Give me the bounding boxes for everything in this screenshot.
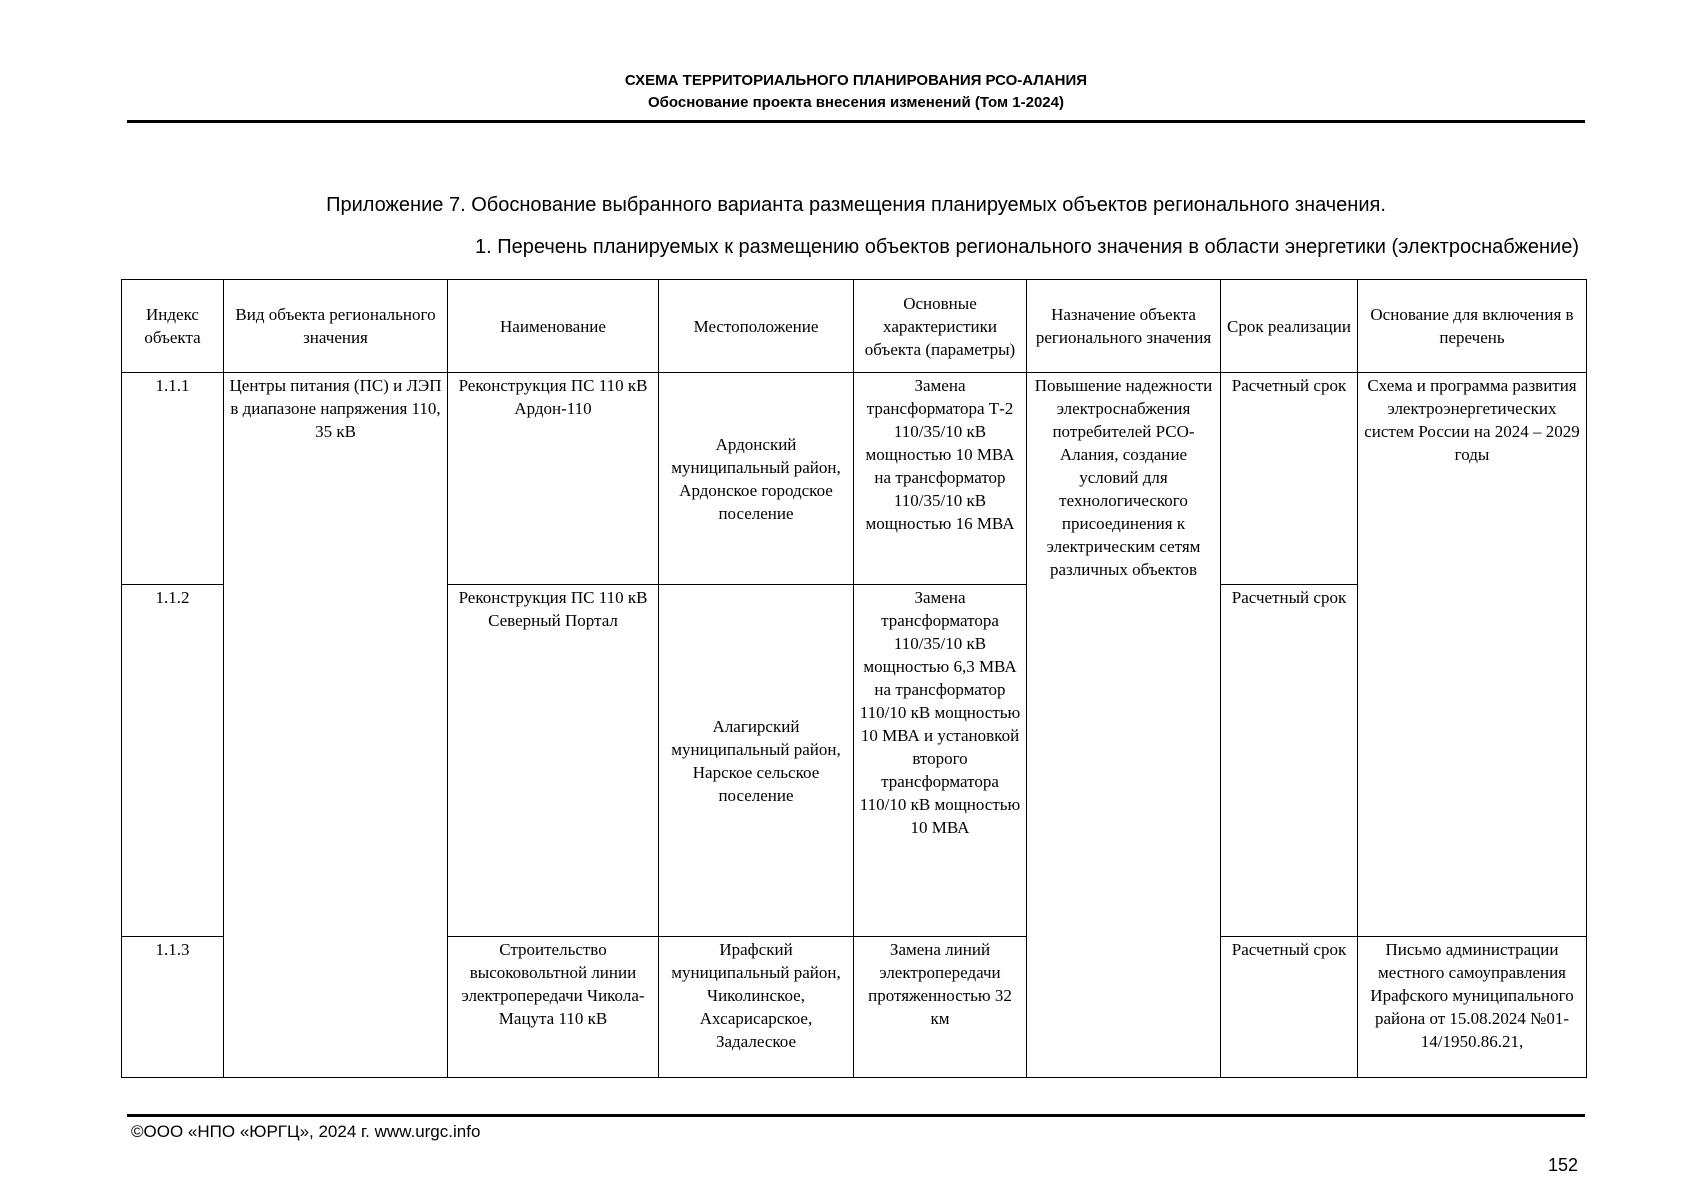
cell-term: Расчетный срок xyxy=(1221,373,1358,585)
cell-basis: Схема и программа развития электроэнергетических систем России на 2024 – 2029 годы xyxy=(1358,373,1587,937)
col-header-type: Вид объекта регионального значения xyxy=(224,280,448,373)
cell-location: Ардонский муниципальный район, Ардонское городское поселение xyxy=(659,373,854,585)
col-header-characteristics: Основные характеристики объекта (параметры) xyxy=(854,280,1027,373)
col-header-name: Наименование xyxy=(448,280,659,373)
col-header-location: Местоположение xyxy=(659,280,854,373)
cell-index: 1.1.3 xyxy=(122,937,224,1078)
cell-index: 1.1.2 xyxy=(122,585,224,937)
cell-name: Строительство высоковольтной линии электропередачи Чикола-Мацута 110 кВ xyxy=(448,937,659,1078)
header-subtitle: Обоснование проекта внесения изменений (Том 1-2024) xyxy=(648,94,1064,111)
footer-copyright: ©ООО «НПО «ЮРГЦ», 2024 г. www.urgc.info xyxy=(131,1122,481,1141)
col-header-basis: Основание для включения в перечень xyxy=(1358,280,1587,373)
cell-characteristics: Замена трансформатора 110/35/10 кВ мощностью 6,3 МВА на трансформатор 110/10 кВ мощностью 10 МВА и установкой второго трансформатора 110/10 кВ мощностью 10 МВА xyxy=(854,585,1027,937)
page-number: 152 xyxy=(1547,1155,1578,1175)
section-title: 1. Перечень планируемых к размещению объектов регионального значения в области энергетики (электроснабжение) xyxy=(475,236,1579,258)
cell-name: Реконструкция ПС 110 кВ Ардон-110 xyxy=(448,373,659,585)
cell-term: Расчетный срок xyxy=(1221,585,1358,937)
table-header-row xyxy=(122,280,1587,373)
footer-divider xyxy=(127,1114,1585,1117)
cell-index: 1.1.1 xyxy=(122,373,224,585)
cell-characteristics: Замена линий электропередачи протяженностью 32 км xyxy=(854,937,1027,1078)
cell-basis: Письмо администрации местного самоуправления Ирафского муниципального района от 15.08.2024 №01-14/1950.86.21, xyxy=(1358,937,1587,1078)
col-header-index: Индекс объекта xyxy=(122,280,224,373)
cell-name: Реконструкция ПС 110 кВ Северный Портал xyxy=(448,585,659,937)
cell-characteristics: Замена трансформатора Т-2 110/35/10 кВ мощностью 10 МВА на трансформатор 110/35/10 кВ мощностью 16 МВА xyxy=(854,373,1027,585)
table-row xyxy=(122,373,1587,585)
cell-type: Центры питания (ПС) и ЛЭП в диапазоне напряжения 110, 35 кВ xyxy=(224,373,448,1078)
objects-table xyxy=(121,279,1587,1078)
col-header-purpose: Назначение объекта регионального значения xyxy=(1027,280,1221,373)
cell-purpose: Повышение надежности электроснабжения потребителей РСО-Алания, создание условий для технологического присоединения к электрическим сетям различных объектов xyxy=(1027,373,1221,1078)
cell-location: Алагирский муниципальный район, Нарское сельское поселение xyxy=(659,585,854,937)
col-header-term: Срок реализации xyxy=(1221,280,1358,373)
appendix-title: Приложение 7. Обоснование выбранного варианта размещения планируемых объектов регионального значения. xyxy=(326,194,1386,216)
document-header xyxy=(127,70,1585,114)
header-title: СХЕМА ТЕРРИТОРИАЛЬНОГО ПЛАНИРОВАНИЯ РСО-АЛАНИЯ xyxy=(624,72,1088,89)
header-divider xyxy=(127,120,1585,123)
cell-term: Расчетный срок xyxy=(1221,937,1358,1078)
cell-location: Ирафский муниципальный район, Чиколинское, Ахсарисарское, Задалеское xyxy=(659,937,854,1078)
